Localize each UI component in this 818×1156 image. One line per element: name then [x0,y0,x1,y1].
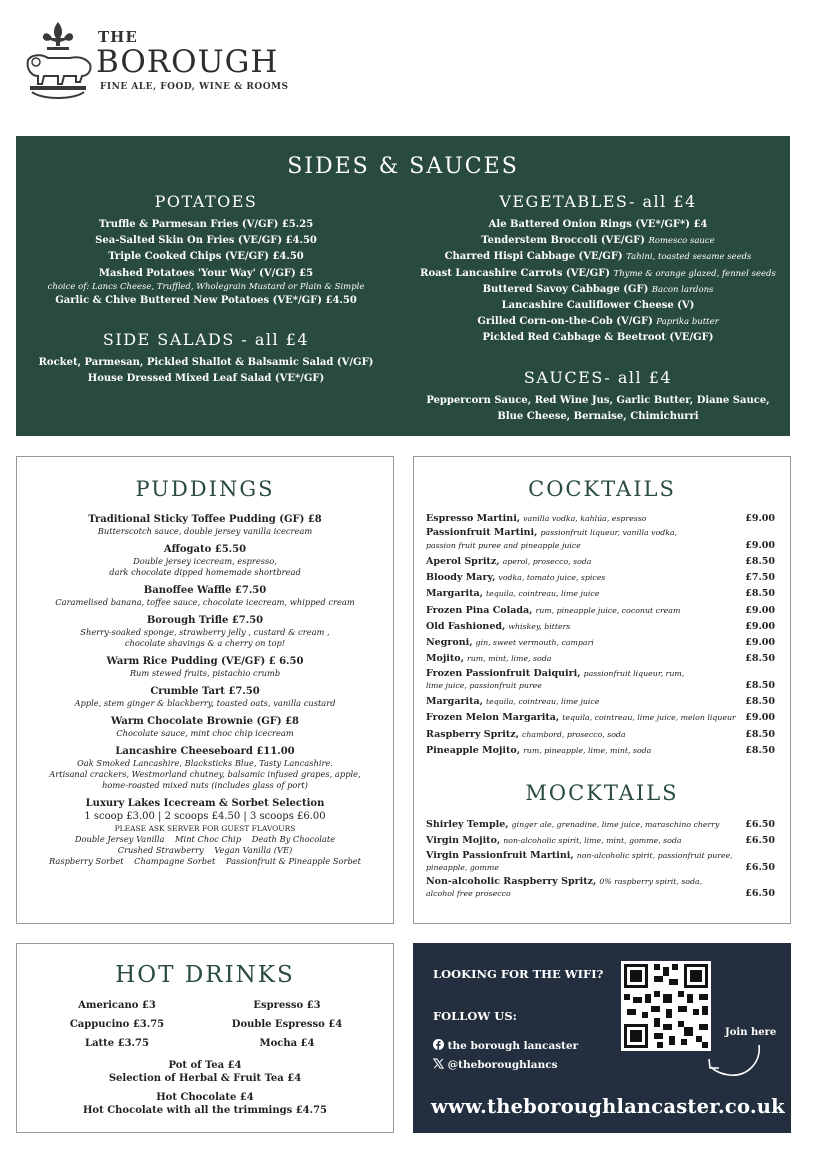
hot-drink-item: Double Espresso £4 [231,1019,343,1030]
pudding-item: Traditional Sticky Toffee Pudding (GF) £8 Butterscotch sauce, double jersey vanilla icecream [88,514,322,536]
hot-drink-item: Selection of Herbal & Fruit Tea £4 [108,1073,302,1084]
pudding-item: Affogato £5.50 Double jersey icecream, espresso, dark chocolate dipped homemade shortbread [109,544,301,577]
follow-label: FOLLOW US: [433,1009,517,1023]
veg-item: Buttered Savoy Cabbage (GF) Bacon lardons [482,283,714,295]
potato-item: Truffle & Parmesan Fries (V/GF) £5.25 [98,219,314,230]
cocktails-list [426,511,775,759]
mocktail-row: Non-alcoholic Raspberry Spritz, 0% raspberry spirit, soda, alcohol free prosecco £6.50 [426,876,775,900]
twitter-link[interactable] [433,1058,558,1071]
salad-item: House Dressed Mixed Leaf Salad (VE*/GF) [87,373,325,385]
wifi-panel [413,943,791,1133]
hot-drink-item: Mocha £4 [259,1038,315,1049]
potato-item: Mashed Potatoes 'Your Way' (V/GF) £5 [98,267,314,279]
pudding-item: Banoffee Waffle £7.50 Caramelised banana, toffee sauce, chocolate icecream, whipped cream [55,585,355,607]
veg-item: Tenderstem Broccoli (VE/GF) Romesco sauce [481,235,715,247]
hot-drink-item: Americano £3 [78,1000,156,1011]
facebook-link[interactable] [433,1039,578,1052]
cocktail-row: Old Fashioned, whiskey, bitters £9.00 [426,620,775,632]
mocktails-list [426,817,775,902]
mocktail-row: Virgin Passionfruit Martini, non-alcoholic spirit, passionfruit puree, pineapple, gomme £6.50 [426,849,775,873]
hot-drink-item: Hot Chocolate £4 [156,1092,254,1103]
puddings-title: PUDDINGS [135,477,275,501]
qr-code[interactable] [621,961,711,1051]
sauces-section [406,368,790,425]
hot-drink-item: Cappucino £3.75 [69,1019,165,1030]
facebook-handle: the borough lancaster [447,1040,579,1052]
potatoes-heading: POTATOES [154,192,258,211]
hot-drink-item: Latte £3.75 [85,1038,149,1049]
sides-panel [16,136,790,436]
cocktail-row: Negroni, gin, sweet vermouth, campari £9.00 [426,637,775,649]
x-icon [433,1058,444,1069]
potato-item: Triple Cooked Chips (VE/GF) £4.50 [108,251,304,263]
cocktail-row: Raspberry Spritz, chambord, prosecco, soda £8.50 [426,728,775,740]
cocktail-row: Mojito, rum, mint, lime, soda £8.50 [426,653,775,665]
salad-item: Rocket, Parmesan, Pickled Shallot & Balsamic Salad (V/GF) [38,357,374,368]
cocktail-row: Margarita, tequila, cointreau, lime juice £8.50 [426,696,775,708]
cocktails-panel [413,456,791,924]
hot-drink-item: Espresso £3 [253,1000,321,1011]
logo-name: BOROUGH [96,44,279,80]
puddings-panel [16,456,394,924]
pudding-item: Warm Rice Pudding (VE/GF) £ 6.50 Rum stewed fruits, pistachio crumb [106,656,304,678]
hot-drink-item: Pot of Tea £4 [168,1060,242,1071]
salads-heading: SIDE SALADS - all £4 [102,330,310,349]
veg-item: Pickled Red Cabbage & Beetroot (VE/GF) [482,332,714,344]
cocktail-row: Pineapple Mojito, rum, pineapple, lime, mint, soda £8.50 [426,745,775,757]
vegetables-heading: VEGETABLES- all £4 [499,192,697,211]
join-label: Join here [725,1027,777,1038]
cocktail-row: Passionfruit Martini, passionfruit liqueur, vanilla vodka, passion fruit puree and pineapple juice £9.00 [426,527,775,551]
facebook-icon [433,1039,444,1050]
cocktail-row: Frozen Melon Margarita, tequila, cointreau, lime juice, melon liqueur £9.00 [426,712,775,724]
hot-drink-item: Hot Chocolate with all the trimmings £4.75 [82,1105,328,1116]
pudding-item: Borough Trifle £7.50 Sherry-soaked sponge, strawberry jelly , custard & cream , chocolate shavings & a cherry on top! [80,615,330,648]
cocktail-row: Margarita, tequila, cointreau, lime juice £8.50 [426,588,775,600]
mocktail-row: Virgin Mojito, non-alcoholic spirit, lime, mint, gomme, soda £6.50 [426,835,775,847]
wifi-question: LOOKING FOR THE WIFI? [433,967,604,981]
logo-tagline: FINE ALE, FOOD, WINE & ROOMS [100,82,289,92]
cocktail-row: Frozen Pina Colada, rum, pineapple juice, coconut cream £9.00 [426,604,775,616]
salads-section [16,330,396,387]
cocktail-row: Frozen Passionfruit Daiquiri, passionfruit liqueur, rum, lime juice, passionfruit puree £8.50 [426,667,775,691]
cocktail-row: Bloody Mary, vodka, tomato juice, spices £7.50 [426,572,775,583]
potato-item: Garlic & Chive Buttered New Potatoes (VE*/GF) £4.50 [55,294,357,306]
logo-the: THE [98,28,138,46]
cocktails-title: COCKTAILS [528,477,676,501]
veg-item: Grilled Corn-on-the-Cob (V/GF) Paprika butter [477,316,719,328]
mocktail-row: Shirley Temple, ginger ale, grenadine, lime juice, maraschino cherry £6.50 [426,819,775,830]
vegetables-section [406,192,790,347]
veg-item: Ale Battered Onion Rings (VE*/GF*) £4 [488,219,708,230]
veg-item: Charred Hispi Cabbage (VE/GF) Tahini, toasted sesame seeds [444,251,752,263]
logo [20,18,310,108]
potato-item: Sea-Salted Skin On Fries (VE/GF) £4.50 [95,235,317,247]
veg-item: Lancashire Cauliflower Cheese (V) [501,300,695,312]
hot-drinks-title: HOT DRINKS [115,962,295,988]
website-url[interactable]: www.theboroughlancaster.co.uk [431,1095,785,1118]
pudding-item: Crumble Tart £7.50 Apple, stem ginger & blackberry, toasted oats, vanilla custard [74,686,336,708]
crest-icon [22,20,94,100]
sauces-line: Peppercorn Sauce, Red Wine Jus, Garlic Butter, Diane Sauce, [426,395,770,406]
mash-note: choice of: Lancs Cheese, Truffled, Wholegrain Mustard or Plain & Simple [47,281,365,292]
cocktail-row: Espresso Martini, vanilla vodka, kahlúa, espresso £9.00 [426,513,775,524]
hot-drinks-panel [16,943,394,1133]
mocktails-title: MOCKTAILS [525,781,679,805]
pudding-item: Lancashire Cheeseboard £11.00 Oak Smoked Lancashire, Blacksticks Blue, Tasty Lancashire. Artisanal crackers, Westmorland chutney, balsamic infused grapes, apple, home-roasted mixed nuts (includes glass of port) [49,746,361,790]
sauces-line: Blue Cheese, Bernaise, Chimichurri [497,411,699,423]
pudding-item: Warm Chocolate Brownie (GF) £8 Chocolate sauce, mint choc chip icecream [111,716,299,738]
sauces-heading: SAUCES- all £4 [523,368,673,387]
arrow-icon [703,1041,775,1083]
sides-title: SIDES & SAUCES [287,154,519,179]
potatoes-section [16,192,396,309]
icecream-item: Luxury Lakes Icecream & Sorbet Selection 1 scoop £3.00 | 2 scoops £4.50 | 3 scoops £6.00 PLEASE ASK SERVER FOR GUEST FLAVOURS Double Jersey Vanilla Mint Choc Chip Death By Chocolate Crushed Strawberry Vegan Vanilla (VE) Raspberry Sorbet Champagne Sorbet Passionfruit & Pineapple Sorbet [48,798,362,866]
twitter-handle: @theboroughlancs [447,1059,558,1071]
veg-item: Roast Lancashire Carrots (VE/GF) Thyme & orange glazed, fennel seeds [420,267,776,279]
cocktail-row: Aperol Spritz, aperol, prosecco, soda £8.50 [426,555,775,567]
